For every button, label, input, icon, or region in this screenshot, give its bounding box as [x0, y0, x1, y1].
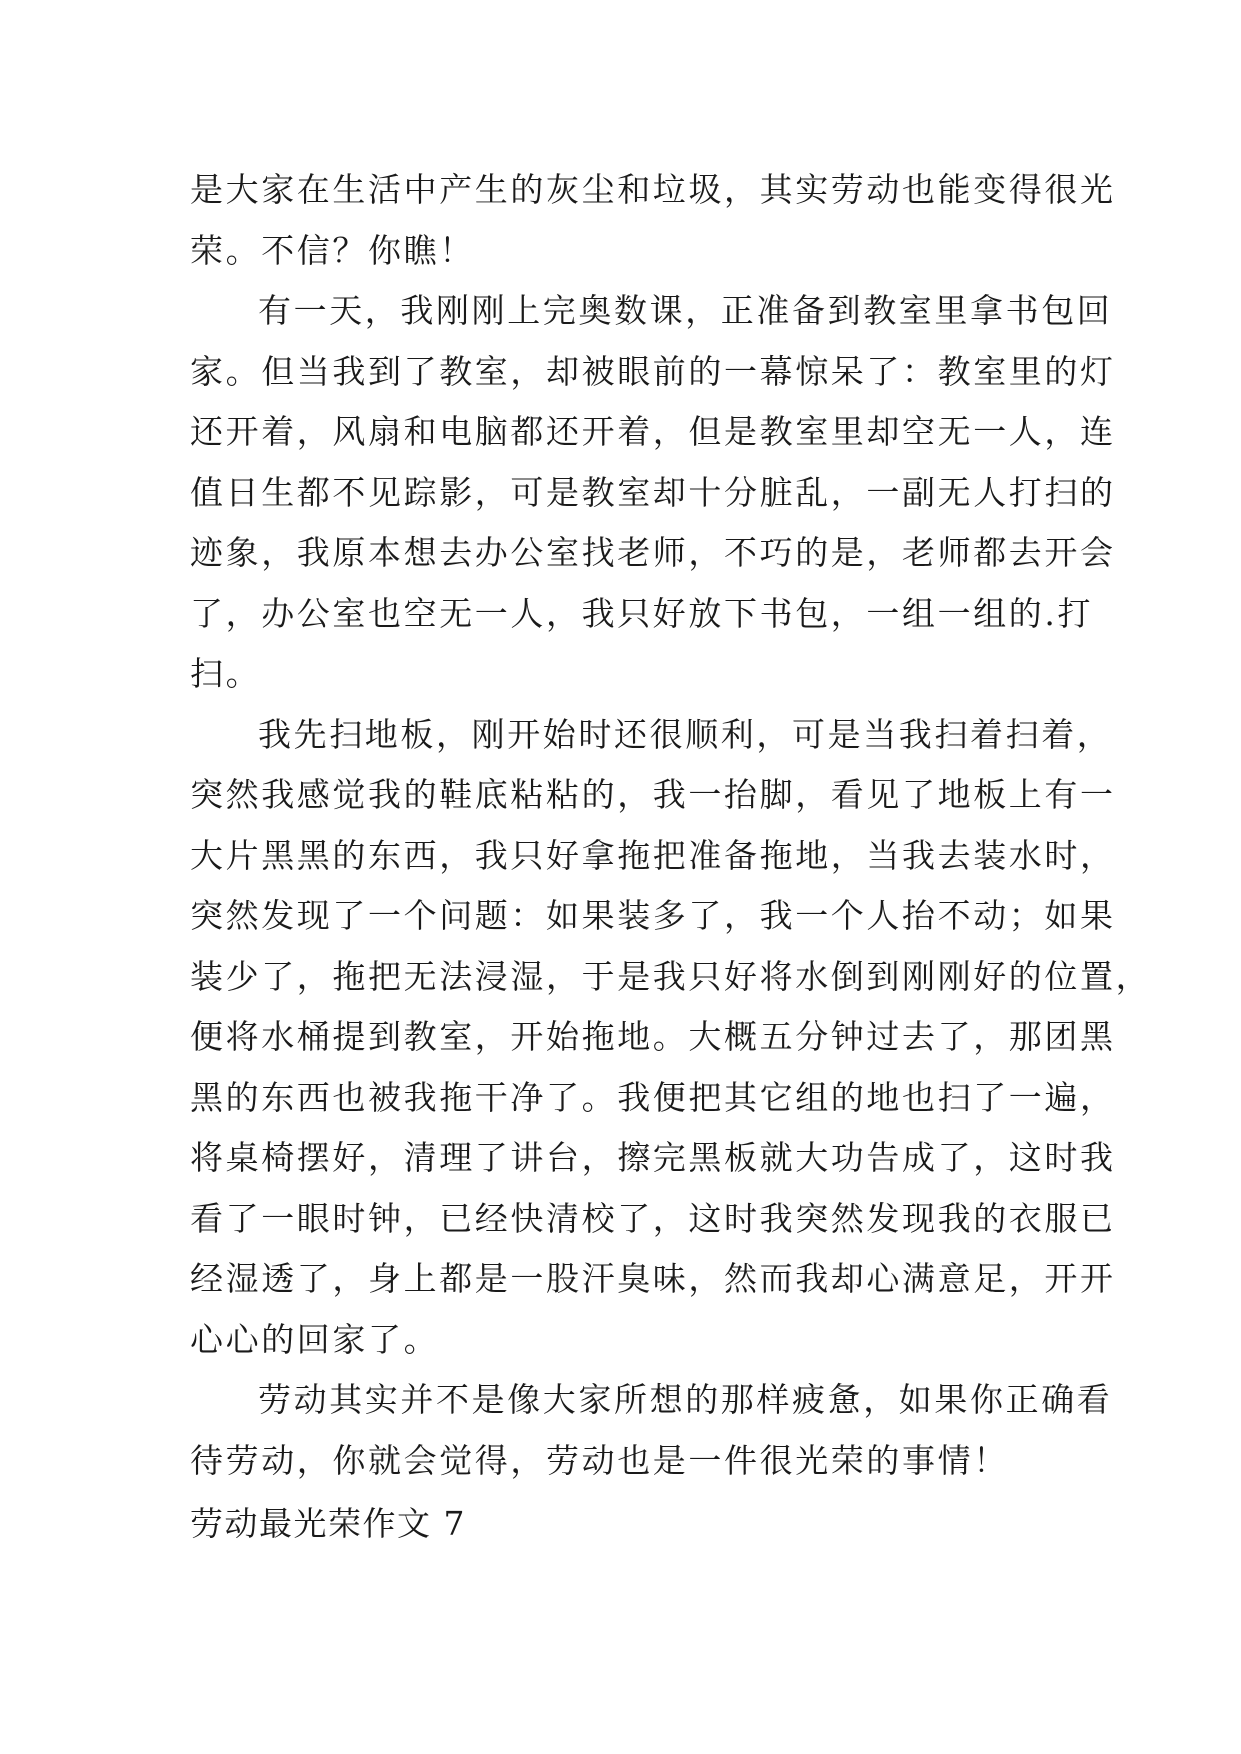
paragraph-3 [190, 705, 1152, 1371]
paragraph-2 [190, 281, 1116, 705]
text-line: 黑的东西也被我拖干净了。我便把其它组的地也扫了一遍， [190, 1077, 1116, 1117]
text-line: 看了一眼时钟，已经快清校了，这时我突然发现我的衣服已 [190, 1198, 1116, 1238]
essay-body [190, 160, 1152, 1491]
text-line: 便将水桶提到教室，开始拖地。大概五分钟过去了，那团黑 [190, 1017, 1116, 1056]
text-line: 值日生都不见踪影，可是教室却十分脏乱，一副无人打扫的 [190, 472, 1116, 512]
text-line: 还开着，风扇和电脑都还开着，但是教室里却空无一人，连 [190, 412, 1116, 451]
section-heading: 劳动最光荣作文 7 [190, 1504, 466, 1543]
text-line: 大片黑黑的东西，我只好拿拖把准备拖地，当我去装水时， [190, 835, 1116, 875]
text-line: 扫。 [190, 654, 262, 693]
text-line: 是大家在生活中产生的灰尘和垃圾，其实劳动也能变得很光 [190, 170, 1116, 209]
text-line: 突然我感觉我的鞋底粘粘的，我一抬脚，看见了地板上有一 [190, 775, 1116, 814]
text-line: 迹象，我原本想去办公室找老师，不巧的是，老师都去开会 [190, 533, 1116, 572]
text-line: 将桌椅摆好，清理了讲台，擦完黑板就大功告成了，这时我 [190, 1138, 1116, 1177]
text-line: 有一天，我刚刚上完奥数课，正准备到教室里拿书包回 [258, 291, 1113, 330]
text-line: 经湿透了，身上都是一股汗臭味，然而我却心满意足，开开 [190, 1259, 1116, 1298]
paragraph-1 [190, 160, 1116, 281]
text-line: 我先扫地板，刚开始时还很顺利，可是当我扫着扫着， [258, 714, 1113, 754]
text-line: 装少了，拖把无法浸湿，于是我只好将水倒到刚刚好的位置， [190, 956, 1152, 996]
text-line: 心心的回家了。 [190, 1319, 440, 1359]
text-line: 家。但当我到了教室，却被眼前的一幕惊呆了：教室里的灯 [190, 351, 1116, 391]
text-line: 了，办公室也空无一人，我只好放下书包，一组一组的.打 [190, 593, 1094, 633]
text-line: 荣。不信？你瞧！ [190, 230, 475, 270]
paragraph-4 [190, 1370, 1113, 1491]
text-line: 突然发现了一个问题：如果装多了，我一个人抬不动；如果 [190, 896, 1116, 935]
text-line: 劳动其实并不是像大家所想的那样疲惫，如果你正确看 [258, 1380, 1113, 1419]
text-line: 待劳动，你就会觉得，劳动也是一件很光荣的事情！ [190, 1440, 1009, 1480]
